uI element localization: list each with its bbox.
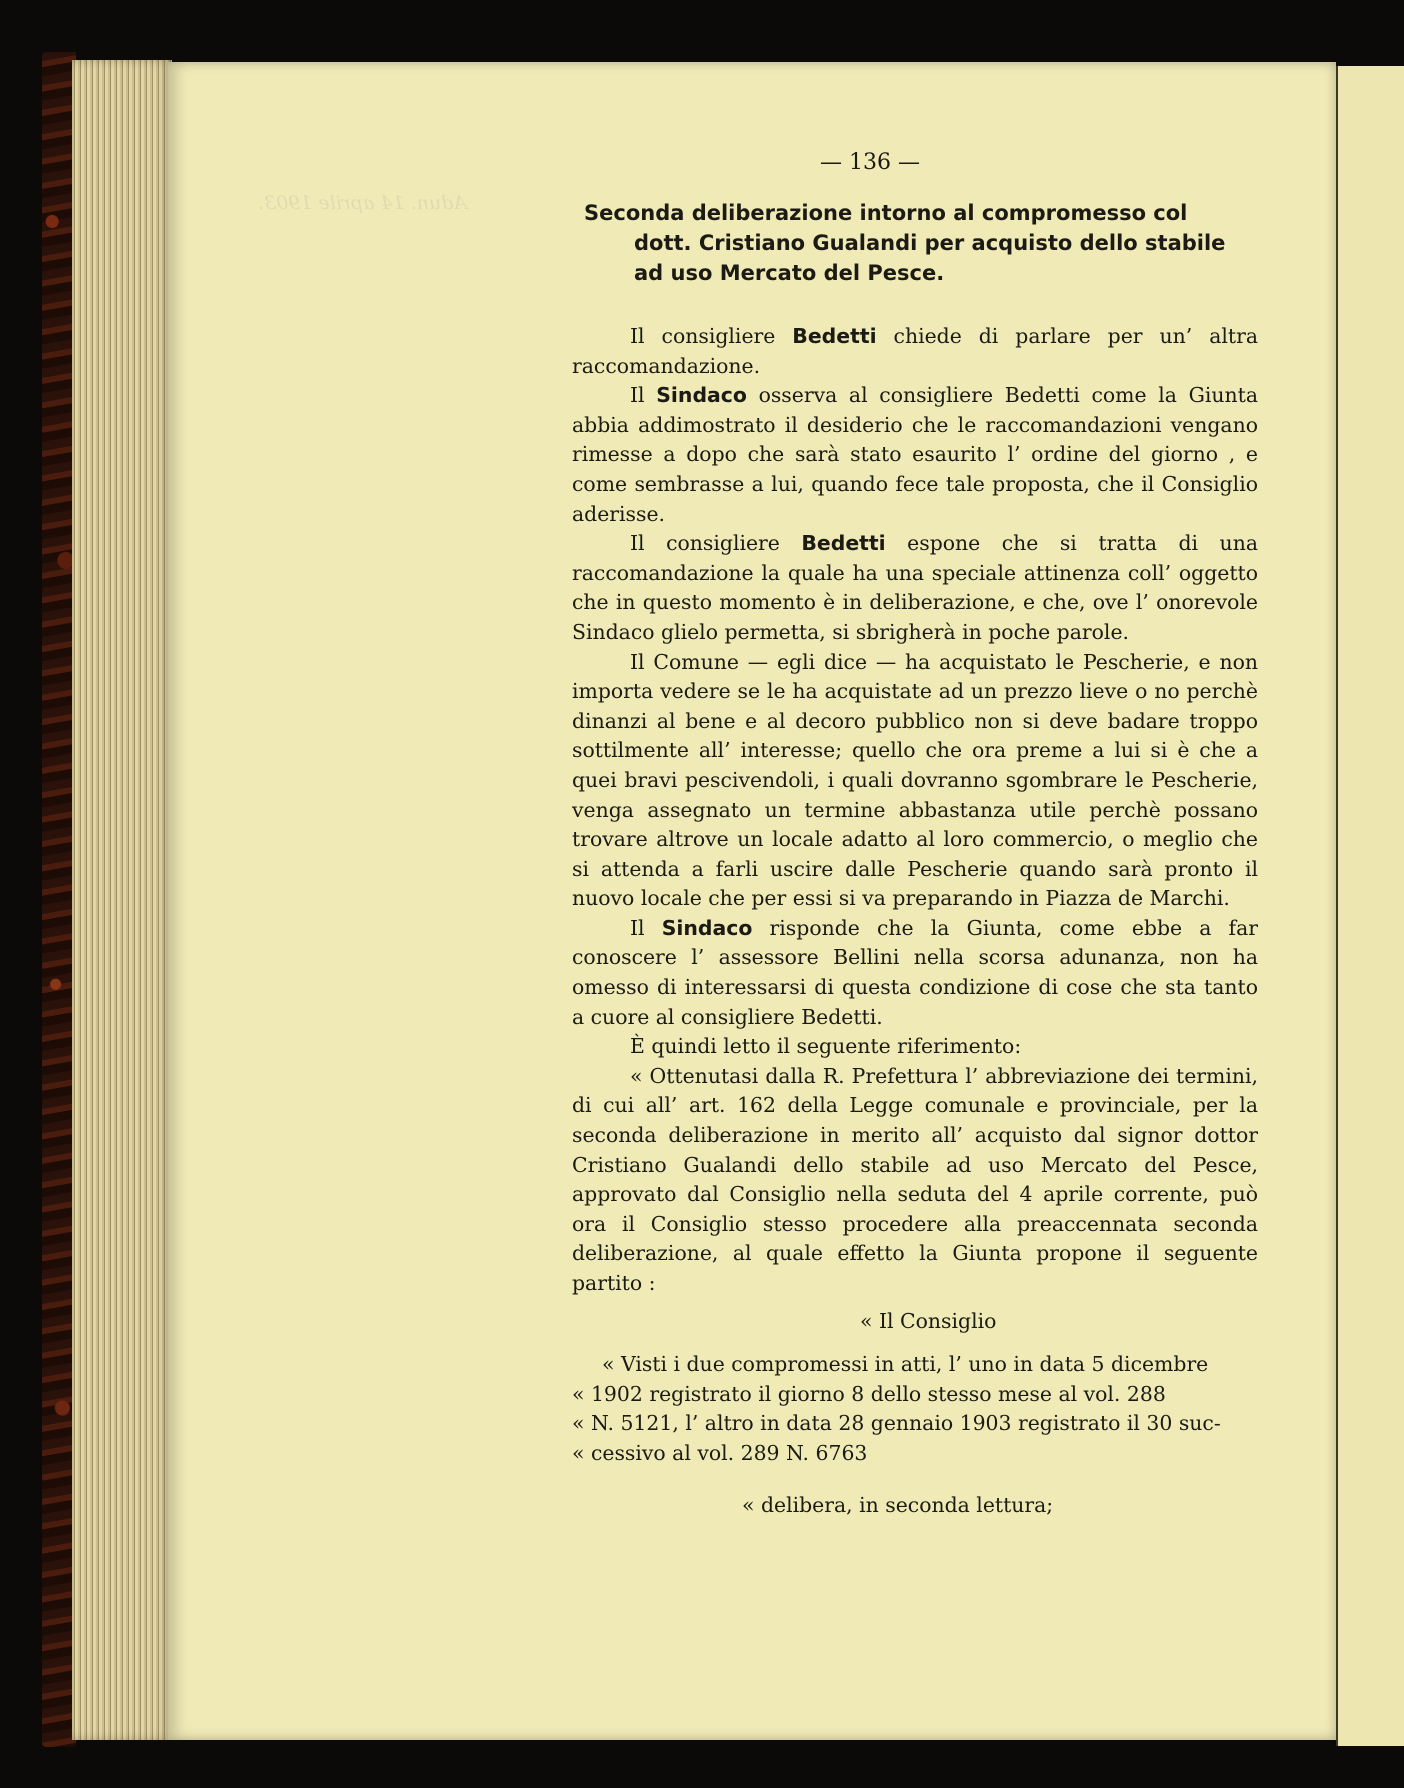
- visti-line-2: « 1902 registrato il giorno 8 dello stesso mese al vol. 288: [572, 1381, 1166, 1406]
- paragraph-sindaco-reply: Il Sindaco osserva al consigliere Bedetti come la Giunta abbia addimostrato il desiderio che le raccomandazioni vengano rimesse a dopo che sarà stato esaurito l’ ordine del giorno , e come sembrasse a lui, quando fece tale proposta, che il Consiglio aderisse.: [572, 383, 1258, 526]
- visti-clause: [572, 1350, 1258, 1468]
- title-line-1: Seconda deliberazione intorno al compromesso col: [584, 201, 1188, 225]
- paragraph-bedetti-request: Il consigliere Bedetti chiede di parlare per un’ altra raccomandazione.: [572, 324, 1258, 378]
- title-line-3: ad uso Mercato del Pesce.: [634, 261, 945, 285]
- delibera-line: « delibera, in seconda lettura;: [742, 1492, 1054, 1517]
- visti-line-3: « N. 5121, l’ altro in data 28 gennaio 1903 registrato il 30 suc-: [572, 1411, 1221, 1436]
- page-number: — 136 —: [820, 150, 920, 175]
- marbled-book-edge: [42, 52, 76, 1747]
- paragraph-bedetti-explains: Il consigliere Bedetti espone che si tratta di una raccomandazione la quale ha una speciale attinenza coll’ oggetto che in questo momento è in deliberazione, e che, ove l’ onorevole Sindaco glielo permetta, si sbrigherà in poche parole.: [572, 531, 1258, 644]
- next-page-edge: [1336, 66, 1404, 1746]
- title-line-2: dott. Cristiano Gualandi per acquisto dello stabile: [634, 231, 1226, 255]
- speaker-name: Sindaco: [661, 915, 753, 940]
- speaker-name: Bedetti: [801, 531, 886, 556]
- section-title: [584, 198, 1264, 288]
- paragraph-ottenutasi: « Ottenutasi dalla R. Prefettura l’ abbreviazione dei termini, di cui all’ art. 162 della Legge comunale e provinciale, per la seconda deliberazione in merito all’ acquisto dal signor dottor Cristiano Gualandi dello stabile ad uso Mercato del Pesce, approvato dal Consiglio nella seduta del 4 aprile corrente, può ora il Consiglio stesso procedere alla preaccennata seconda deliberazione, al quale effetto la Giunta propone il seguente partito :: [572, 1063, 1258, 1295]
- page-edges: [72, 60, 172, 1740]
- visti-line-1: « Visti i due compromessi in atti, l’ uno in data 5 dicembre: [602, 1352, 1209, 1377]
- heading-il-consiglio: « Il Consiglio: [860, 1308, 997, 1333]
- speaker-name: Sindaco: [656, 383, 747, 408]
- body-text: [572, 322, 1258, 1520]
- bleed-through-margin-note: Adun. 14 aprile 1903.: [258, 192, 468, 214]
- paragraph-comune: Il Comune — egli dice — ha acquistato le Pescherie, e non importa vedere se le ha acquistate ad un prezzo lieve o no perchè dinanzi al bene e al decoro pubblico non si deve badare troppo sottilmente all’ interesse; quello che ora preme a lui si è che a quei bravi pescivendoli, i quali dovranno sgombrare le Pescherie, venga assegnato un termine abbastanza utile perchè possano trovare altrove un locale adatto al loro commercio, o meglio che si attenda a farli uscire dalle Pescherie quando sarà pronto il nuovo locale che per essi si va preparando in Piazza de Marchi.: [572, 649, 1258, 911]
- paragraph-riferimento: È quindi letto il seguente riferimento:: [630, 1034, 1022, 1059]
- speaker-name: Bedetti: [792, 324, 877, 348]
- paragraph-sindaco-responds: Il Sindaco risponde che la Giunta, come ebbe a far conoscere l’ assessore Bellini nella scorsa adunanza, non ha omesso di interessarsi di questa condizione di cose che sta tanto a cuore al consigliere Bedetti.: [572, 915, 1259, 1029]
- visti-line-4: « cessivo al vol. 289 N. 6763: [572, 1440, 868, 1465]
